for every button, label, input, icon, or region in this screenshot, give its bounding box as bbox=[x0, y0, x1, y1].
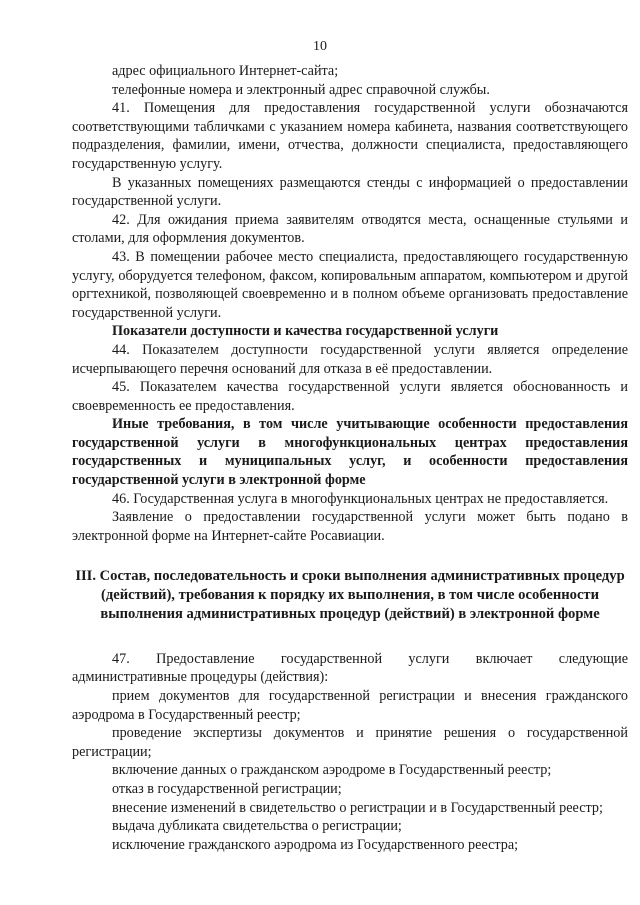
list-item: исключение гражданского аэродрома из Государственного реестра; bbox=[112, 836, 519, 853]
paragraph: В указанных помещениях размещаются стенды с информацией о предоставлении государственной услуги. bbox=[72, 174, 628, 210]
paragraph: телефонные номера и электронный адрес справочной службы. bbox=[112, 81, 490, 98]
document-body bbox=[72, 62, 628, 854]
paragraph: 44. Показателем доступности государственной услуги является определение исчерпывающего перечня оснований для отказа в её предоставлении. bbox=[72, 341, 628, 377]
section-title: III. Состав, последовательность и сроки выполнения административных процедур (действий), требования к порядку их выполнения, в том числе особенности выполнения административных процедур (действий) в электронной форме bbox=[75, 568, 625, 623]
list-item: прием документов для государственной регистрации и внесения гражданского аэродрома в Государственный реестр; bbox=[72, 688, 628, 723]
paragraph: 43. В помещении рабочее место специалиста, предоставляющего государственную услугу, оборудуется телефоном, факсом, копировальным аппаратом, компьютером и другой оргтехникой, позволяющей своевременно и в полном объеме организовать предоставление государственной услуги. bbox=[72, 248, 628, 321]
paragraph: Заявление о предоставлении государственной услуги может быть подано в электронной форме на Интернет-сайте Росавиации. bbox=[72, 509, 628, 544]
list-item: отказ в государственной регистрации; bbox=[112, 780, 342, 797]
list-item: включение данных о гражданском аэродроме в Государственный реестр; bbox=[112, 762, 552, 779]
subheading: Показатели доступности и качества государственной услуги bbox=[112, 323, 499, 340]
list-item: внесение изменений в свидетельство о регистрации и в Государственный реестр; bbox=[112, 799, 603, 816]
paragraph: 46. Государственная услуга в многофункциональных центрах не предоставляется. bbox=[112, 490, 609, 507]
list-item: проведение экспертизы документов и принятие решения о государственной регистрации; bbox=[72, 725, 628, 760]
paragraph: 47. Предоставление государственной услуги включает следующие административные процедуры (действия): bbox=[72, 650, 628, 686]
paragraph: адрес официального Интернет-сайта; bbox=[112, 63, 339, 79]
subheading: Иные требования, в том числе учитывающие особенности предоставления государственной услуги в многофункциональных центрах предоставления государственных и муниципальных услуг, и особенности предоставления государственной услуги в электронной форме bbox=[72, 416, 628, 489]
paragraph: 45. Показателем качества государственной услуги является обоснованность и своевременность ее предоставления. bbox=[72, 379, 628, 414]
paragraph: 42. Для ожидания приема заявителям отводятся места, оснащенные стульями и столами, для оформления документов. bbox=[72, 211, 628, 247]
list-item: выдача дубликата свидетельства о регистрации; bbox=[112, 818, 402, 835]
page-number: 10 bbox=[313, 39, 327, 54]
paragraph: 41. Помещения для предоставления государственной услуги обозначаются соответствующими табличками с указанием номера кабинета, названия соответствующего подразделения, фамилии, имени, отчества, должности специалиста, предоставляющего государственную услугу. bbox=[72, 100, 628, 172]
